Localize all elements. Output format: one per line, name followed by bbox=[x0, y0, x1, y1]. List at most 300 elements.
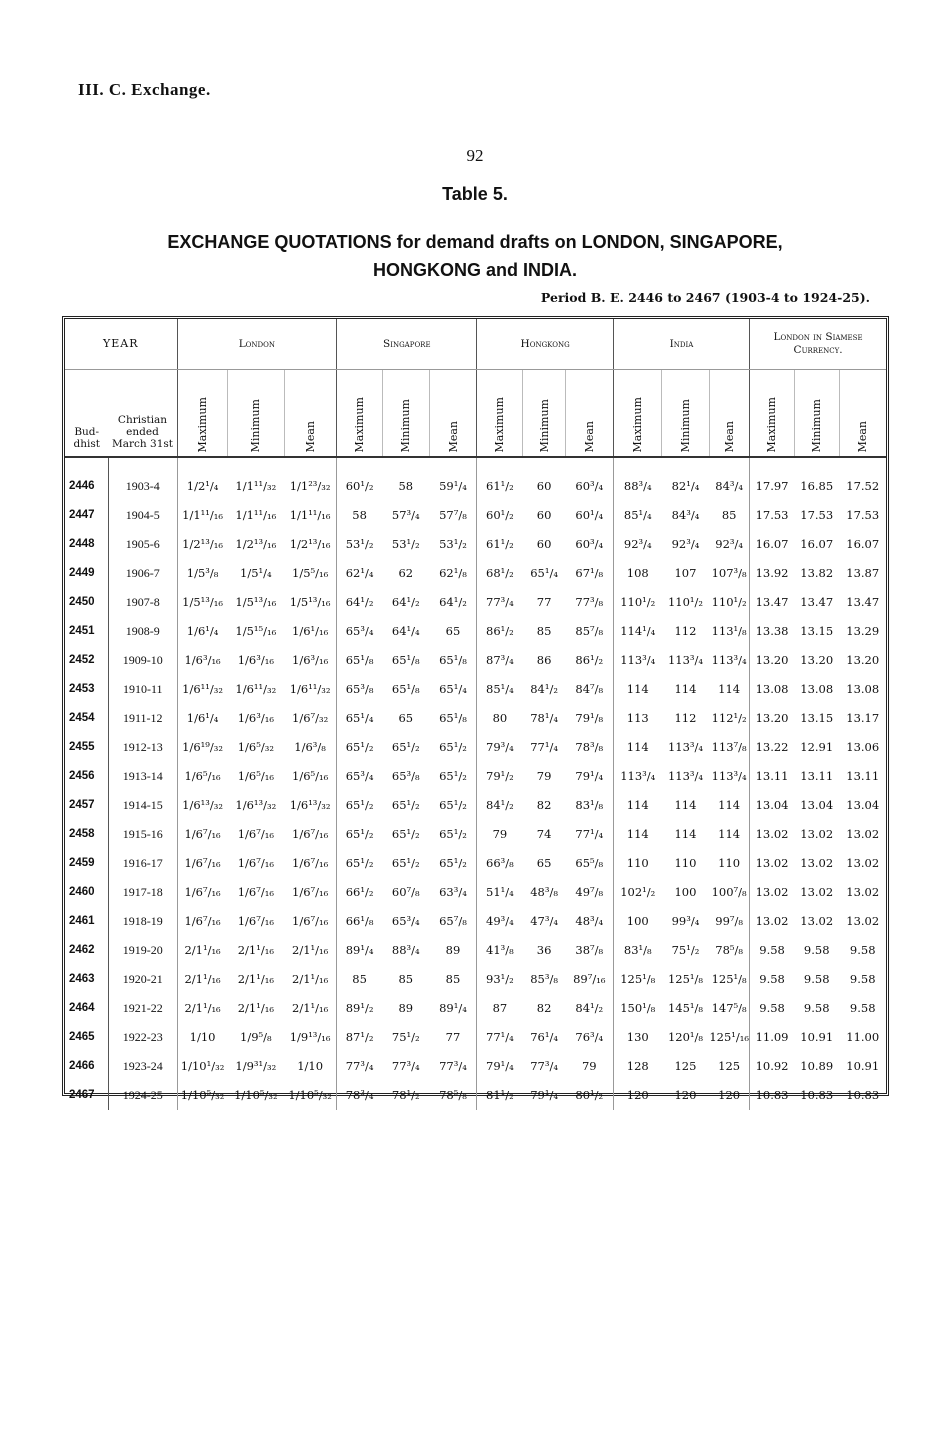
value-cell: 66¹/₈ bbox=[337, 907, 382, 936]
value-cell: 65¹/₂ bbox=[337, 791, 382, 820]
value-cell: 13.20 bbox=[750, 646, 794, 675]
hongkong-max-header: Maximum bbox=[493, 397, 507, 453]
value-cell: 13.22 bbox=[750, 733, 794, 762]
value-cell: 125¹/₈ bbox=[613, 965, 661, 994]
singapore-max-header: Maximum bbox=[352, 397, 366, 453]
value-cell: 58 bbox=[337, 501, 382, 530]
value-cell: 79 bbox=[581, 1059, 597, 1073]
value-cell: 78¹/₄ bbox=[530, 711, 558, 725]
value-cell: 113¹/₈ bbox=[711, 624, 747, 638]
value-cell: 13.02 bbox=[800, 914, 834, 928]
value-cell: 1/6⁷/₁₆ bbox=[177, 878, 227, 907]
value-cell: 150¹/₈ bbox=[613, 994, 661, 1023]
value-cell: 84³/₄ bbox=[715, 479, 743, 493]
value-cell: 2/1¹/₁₆ bbox=[177, 936, 227, 965]
value-cell: 79³/₄ bbox=[477, 733, 522, 762]
table-row bbox=[65, 646, 886, 675]
value-cell: 17.53 bbox=[800, 508, 834, 522]
value-cell: 16.85 bbox=[800, 479, 834, 493]
value-cell: 85 bbox=[536, 624, 552, 638]
value-cell: 77³/₄ bbox=[391, 1059, 420, 1073]
value-cell: 65¹/₂ bbox=[439, 798, 467, 812]
value-cell: 87³/₄ bbox=[477, 646, 522, 675]
value-cell: 66¹/₂ bbox=[337, 878, 382, 907]
value-cell: 112¹/₂ bbox=[711, 711, 747, 725]
hongkong-group-header: Hongkong bbox=[477, 319, 613, 369]
value-cell: 13.02 bbox=[750, 878, 794, 907]
value-cell: 114 bbox=[674, 798, 697, 812]
value-cell: 64¹/₄ bbox=[391, 624, 420, 638]
value-cell: 13.04 bbox=[750, 791, 794, 820]
value-cell: 1/6⁷/₁₆ bbox=[177, 820, 227, 849]
value-cell: 1/5¹³/₁₆ bbox=[177, 588, 227, 617]
value-cell: 85 bbox=[445, 972, 461, 986]
christian-year-cell: 1905-6 bbox=[125, 536, 160, 551]
value-cell: 110¹/₂ bbox=[667, 595, 703, 609]
value-cell: 79¹/₄ bbox=[530, 1088, 558, 1102]
period-caption: Period B. E. 2446 to 2467 (1903-4 to 1924-25). bbox=[540, 290, 870, 305]
value-cell: 83¹/₈ bbox=[575, 798, 604, 812]
value-cell: 1/6¹¹/₃₂ bbox=[289, 682, 331, 696]
value-cell: 65¹/₂ bbox=[391, 856, 420, 870]
value-cell: 60⁷/₈ bbox=[391, 885, 420, 899]
value-cell: 65¹/₈ bbox=[337, 646, 382, 675]
table-row bbox=[65, 878, 886, 907]
buddhist-year-cell: 2466 bbox=[65, 1052, 108, 1081]
value-cell: 1/6⁷/₁₆ bbox=[292, 827, 329, 841]
value-cell: 1/1¹¹/₃₂ bbox=[235, 479, 277, 493]
value-cell: 78¹/₂ bbox=[391, 1088, 420, 1102]
value-cell: 87 bbox=[477, 994, 522, 1023]
value-cell: 47³/₄ bbox=[530, 914, 558, 928]
value-cell: 88³/₄ bbox=[391, 943, 420, 957]
value-cell: 145¹/₈ bbox=[667, 1001, 703, 1015]
value-cell: 113³/₄ bbox=[613, 762, 661, 791]
table-row bbox=[65, 1023, 886, 1052]
table-row bbox=[65, 704, 886, 733]
value-cell: 65¹/₄ bbox=[439, 682, 467, 696]
value-cell: 113³/₄ bbox=[667, 769, 703, 783]
value-cell: 2/1¹/₁₆ bbox=[237, 972, 274, 986]
value-cell: 2/1¹/₁₆ bbox=[177, 965, 227, 994]
value-cell: 13.20 bbox=[750, 704, 794, 733]
value-cell: 84¹/₂ bbox=[575, 1001, 604, 1015]
value-cell: 65¹/₂ bbox=[337, 820, 382, 849]
value-cell: 108 bbox=[613, 559, 661, 588]
value-cell: 84¹/₂ bbox=[530, 682, 558, 696]
value-cell: 77 bbox=[536, 595, 552, 609]
value-cell: 64¹/₂ bbox=[391, 595, 420, 609]
exchange-table-frame bbox=[62, 316, 889, 1102]
value-cell: 110 bbox=[674, 856, 697, 870]
value-cell: 113³/₄ bbox=[613, 646, 661, 675]
buddhist-year-cell: 2451 bbox=[65, 617, 108, 646]
value-cell: 10.92 bbox=[750, 1052, 794, 1081]
value-cell: 49³/₄ bbox=[477, 907, 522, 936]
value-cell: 9.58 bbox=[849, 1001, 876, 1015]
value-cell: 120¹/₈ bbox=[667, 1030, 703, 1044]
christian-year-cell: 1913-14 bbox=[122, 768, 163, 783]
buddhist-year-cell: 2446 bbox=[65, 457, 108, 501]
siamese-max-header: Maximum bbox=[765, 397, 779, 453]
buddhist-year-cell: 2454 bbox=[65, 704, 108, 733]
value-cell: 64¹/₂ bbox=[439, 595, 467, 609]
value-cell: 82 bbox=[536, 798, 552, 812]
christian-year-cell: 1918-19 bbox=[122, 913, 163, 928]
value-cell: 53¹/₂ bbox=[439, 537, 467, 551]
value-cell: 80¹/₂ bbox=[575, 1088, 604, 1102]
title-line-1: EXCHANGE QUOTATIONS for demand drafts on LONDON, SINGAPORE, bbox=[167, 232, 783, 252]
value-cell: 16.07 bbox=[800, 537, 834, 551]
value-cell: 57³/₄ bbox=[391, 508, 420, 522]
value-cell: 1/2¹³/₁₆ bbox=[235, 537, 277, 551]
table-title bbox=[0, 228, 950, 284]
exchange-quotations-table bbox=[65, 319, 886, 1110]
value-cell: 13.04 bbox=[800, 798, 834, 812]
value-cell: 114 bbox=[613, 675, 661, 704]
value-cell: 57⁷/₈ bbox=[439, 508, 467, 522]
value-cell: 65³/₈ bbox=[337, 675, 382, 704]
value-cell: 76³/₄ bbox=[575, 1030, 604, 1044]
christian-year-cell: 1912-13 bbox=[122, 739, 163, 754]
value-cell: 65⁷/₈ bbox=[439, 914, 467, 928]
table-row bbox=[65, 965, 886, 994]
value-cell: 1/6¹/₄ bbox=[177, 617, 227, 646]
christian-year-cell: 1909-10 bbox=[122, 652, 163, 667]
value-cell: 1/5¹³/₁₆ bbox=[235, 595, 277, 609]
value-cell: 65³/₈ bbox=[391, 769, 420, 783]
value-cell: 107³/₈ bbox=[711, 566, 747, 580]
value-cell: 79 bbox=[477, 820, 522, 849]
christian-year-cell: 1914-15 bbox=[122, 797, 163, 812]
value-cell: 89⁷/₁₆ bbox=[573, 972, 606, 986]
table-row bbox=[65, 791, 886, 820]
value-cell: 76¹/₄ bbox=[530, 1030, 558, 1044]
buddhist-year-cell: 2461 bbox=[65, 907, 108, 936]
value-cell: 1/10 bbox=[177, 1023, 227, 1052]
value-cell: 125 bbox=[674, 1059, 697, 1073]
value-cell: 1/6⁷/₁₆ bbox=[237, 827, 274, 841]
value-cell: 114 bbox=[674, 682, 697, 696]
value-cell: 65¹/₂ bbox=[439, 769, 467, 783]
value-cell: 1/10⁵/₃₂ bbox=[288, 1088, 332, 1102]
value-cell: 82 bbox=[536, 1001, 552, 1015]
value-cell: 77¹/₄ bbox=[575, 827, 604, 841]
value-cell: 82¹/₄ bbox=[671, 479, 700, 493]
hongkong-mean-header: Mean bbox=[583, 421, 597, 453]
value-cell: 77¹/₄ bbox=[477, 1023, 522, 1052]
value-cell: 1/6¹⁹/₃₂ bbox=[177, 733, 227, 762]
value-cell: 65¹/₄ bbox=[530, 566, 558, 580]
value-cell: 13.02 bbox=[846, 885, 880, 899]
christian-year-cell: 1916-17 bbox=[122, 855, 163, 870]
christian-year-cell: 1922-23 bbox=[122, 1029, 163, 1044]
value-cell: 10.91 bbox=[800, 1030, 834, 1044]
value-cell: 65¹/₈ bbox=[439, 653, 467, 667]
christian-year-cell: 1907-8 bbox=[125, 594, 160, 609]
page-number: 92 bbox=[466, 146, 484, 165]
value-cell: 60 bbox=[536, 537, 552, 551]
buddhist-year-cell: 2462 bbox=[65, 936, 108, 965]
value-cell: 99³/₄ bbox=[671, 914, 700, 928]
value-cell: 85³/₈ bbox=[530, 972, 558, 986]
table-row bbox=[65, 1081, 886, 1110]
value-cell: 9.58 bbox=[750, 965, 794, 994]
value-cell: 113⁷/₈ bbox=[711, 740, 747, 754]
value-cell: 9.58 bbox=[750, 936, 794, 965]
buddhist-year-cell: 2464 bbox=[65, 994, 108, 1023]
value-cell: 10.83 bbox=[846, 1088, 880, 1102]
value-cell: 112 bbox=[674, 624, 697, 638]
value-cell: 2/1¹/₁₆ bbox=[292, 1001, 329, 1015]
value-cell: 1/6⁵/₁₆ bbox=[177, 762, 227, 791]
value-cell: 65¹/₂ bbox=[439, 740, 467, 754]
value-cell: 107 bbox=[674, 566, 697, 580]
value-cell: 125¹/₈ bbox=[667, 972, 703, 986]
value-cell: 13.47 bbox=[800, 595, 834, 609]
value-cell: 48³/₄ bbox=[575, 914, 604, 928]
buddhist-year-cell: 2457 bbox=[65, 791, 108, 820]
value-cell: 92³/₄ bbox=[715, 537, 743, 551]
value-cell: 13.15 bbox=[800, 624, 834, 638]
value-cell: 120 bbox=[613, 1081, 661, 1110]
value-cell: 65³/₄ bbox=[391, 914, 420, 928]
value-cell: 114 bbox=[718, 798, 741, 812]
value-cell: 13.02 bbox=[750, 907, 794, 936]
value-cell: 1/6⁷/₁₆ bbox=[292, 914, 329, 928]
table-row bbox=[65, 617, 886, 646]
value-cell: 13.02 bbox=[800, 885, 834, 899]
value-cell: 1/9³¹/₃₂ bbox=[235, 1059, 277, 1073]
christian-year-cell: 1919-20 bbox=[122, 942, 163, 957]
table-row bbox=[65, 994, 886, 1023]
value-cell: 77³/₄ bbox=[337, 1052, 382, 1081]
value-cell: 65¹/₂ bbox=[391, 798, 420, 812]
value-cell: 85⁷/₈ bbox=[575, 624, 604, 638]
value-cell: 1/6¹¹/₃₂ bbox=[235, 682, 277, 696]
value-cell: 74 bbox=[536, 827, 552, 841]
value-cell: 79¹/₂ bbox=[477, 762, 522, 791]
value-cell: 53¹/₂ bbox=[337, 530, 382, 559]
value-cell: 100⁷/₈ bbox=[711, 885, 747, 899]
table-row bbox=[65, 457, 886, 501]
value-cell: 1/6⁷/₁₆ bbox=[177, 907, 227, 936]
value-cell: 86 bbox=[536, 653, 552, 667]
table-row bbox=[65, 849, 886, 878]
value-cell: 60³/₄ bbox=[575, 537, 604, 551]
value-cell: 61¹/₂ bbox=[477, 457, 522, 501]
value-cell: 60 bbox=[536, 508, 552, 522]
value-cell: 77³/₄ bbox=[530, 1059, 558, 1073]
value-cell: 17.52 bbox=[846, 479, 880, 493]
value-cell: 62¹/₈ bbox=[439, 566, 467, 580]
value-cell: 86¹/₂ bbox=[575, 653, 604, 667]
value-cell: 80 bbox=[477, 704, 522, 733]
value-cell: 59¹/₄ bbox=[439, 479, 467, 493]
london-min-header: Minimum bbox=[249, 399, 263, 453]
value-cell: 65¹/₂ bbox=[337, 849, 382, 878]
value-cell: 1/9¹³/₁₆ bbox=[289, 1030, 331, 1044]
value-cell: 9.58 bbox=[803, 943, 830, 957]
value-cell: 79 bbox=[536, 769, 552, 783]
india-mean-header: Mean bbox=[722, 421, 736, 453]
table-body bbox=[65, 457, 886, 1110]
value-cell: 65¹/₂ bbox=[391, 740, 420, 754]
value-cell: 1/5¹³/₁₆ bbox=[289, 595, 331, 609]
value-cell: 9.58 bbox=[849, 943, 876, 957]
value-cell: 63³/₄ bbox=[439, 885, 467, 899]
value-cell: 77³/₈ bbox=[575, 595, 604, 609]
value-cell: 1/6³/₁₆ bbox=[292, 653, 329, 667]
buddhist-year-cell: 2452 bbox=[65, 646, 108, 675]
christian-year-cell: 1906-7 bbox=[125, 565, 160, 580]
value-cell: 13.29 bbox=[846, 624, 880, 638]
value-cell: 110 bbox=[613, 849, 661, 878]
buddhist-year-cell: 2449 bbox=[65, 559, 108, 588]
value-cell: 113 bbox=[613, 704, 661, 733]
christian-year-cell: 1908-9 bbox=[125, 623, 160, 638]
value-cell: 125¹/₁₆ bbox=[709, 1030, 749, 1044]
value-cell: 13.92 bbox=[750, 559, 794, 588]
value-cell: 66³/₈ bbox=[477, 849, 522, 878]
value-cell: 9.58 bbox=[849, 972, 876, 986]
value-cell: 1/1²³/₃₂ bbox=[289, 479, 331, 493]
value-cell: 110 bbox=[718, 856, 741, 870]
value-cell: 1/6⁵/₁₆ bbox=[237, 769, 274, 783]
value-cell: 77¹/₄ bbox=[530, 740, 558, 754]
value-cell: 65¹/₂ bbox=[337, 733, 382, 762]
value-cell: 85¹/₄ bbox=[477, 675, 522, 704]
buddhist-year-cell: 2448 bbox=[65, 530, 108, 559]
table-row bbox=[65, 1052, 886, 1081]
buddhist-year-cell: 2458 bbox=[65, 820, 108, 849]
table-row bbox=[65, 762, 886, 791]
value-cell: 65¹/₂ bbox=[439, 827, 467, 841]
value-cell: 79¹/₈ bbox=[575, 711, 604, 725]
value-cell: 1/5³/₈ bbox=[177, 559, 227, 588]
value-cell: 13.11 bbox=[800, 769, 834, 783]
value-cell: 1/6⁷/₁₆ bbox=[237, 914, 274, 928]
value-cell: 1/2¹/₄ bbox=[177, 457, 227, 501]
christian-year-cell: 1920-21 bbox=[122, 971, 163, 986]
value-cell: 114 bbox=[613, 733, 661, 762]
value-cell: 65¹/₄ bbox=[337, 704, 382, 733]
value-cell: 41³/₈ bbox=[477, 936, 522, 965]
value-cell: 60 bbox=[536, 479, 552, 493]
value-cell: 1/6⁷/₁₆ bbox=[237, 885, 274, 899]
value-cell: 13.08 bbox=[750, 675, 794, 704]
table-row bbox=[65, 559, 886, 588]
value-cell: 113³/₄ bbox=[667, 653, 703, 667]
buddhist-year-cell: 2467 bbox=[65, 1081, 108, 1110]
value-cell: 114¹/₄ bbox=[613, 617, 661, 646]
value-cell: 13.11 bbox=[750, 762, 794, 791]
value-cell: 1/9⁵/₈ bbox=[240, 1030, 272, 1044]
value-cell: 65 bbox=[398, 711, 414, 725]
value-cell: 13.11 bbox=[846, 769, 880, 783]
value-cell: 60¹/₂ bbox=[477, 501, 522, 530]
value-cell: 13.20 bbox=[846, 653, 880, 667]
buddhist-year-cell: 2447 bbox=[65, 501, 108, 530]
value-cell: 1/6³/₁₆ bbox=[177, 646, 227, 675]
london-mean-header: Mean bbox=[303, 421, 317, 453]
table-label: Table 5. bbox=[442, 184, 508, 204]
value-cell: 79¹/₄ bbox=[575, 769, 604, 783]
value-cell: 75¹/₂ bbox=[671, 943, 700, 957]
value-cell: 13.47 bbox=[846, 595, 880, 609]
value-cell: 78⁵/₈ bbox=[715, 943, 743, 957]
value-cell: 114 bbox=[674, 827, 697, 841]
table-row bbox=[65, 907, 886, 936]
christian-header: Christian ended March 31st bbox=[108, 369, 177, 457]
value-cell: 88³/₄ bbox=[613, 457, 661, 501]
value-cell: 147⁵/₈ bbox=[711, 1001, 747, 1015]
value-cell: 100 bbox=[613, 907, 661, 936]
india-group-header: India bbox=[613, 319, 749, 369]
value-cell: 77³/₄ bbox=[439, 1059, 467, 1073]
value-cell: 13.02 bbox=[750, 820, 794, 849]
value-cell: 13.02 bbox=[800, 827, 834, 841]
christian-year-cell: 1904-5 bbox=[125, 507, 160, 522]
value-cell: 11.00 bbox=[846, 1030, 880, 1044]
value-cell: 1/10¹/₃₂ bbox=[177, 1052, 227, 1081]
value-cell: 65¹/₂ bbox=[439, 856, 467, 870]
siamese-min-header: Minimum bbox=[810, 399, 824, 453]
value-cell: 77³/₄ bbox=[477, 588, 522, 617]
buddhist-year-cell: 2453 bbox=[65, 675, 108, 704]
value-cell: 2/1¹/₁₆ bbox=[237, 943, 274, 957]
value-cell: 1/5¹/₄ bbox=[240, 566, 272, 580]
buddhist-year-cell: 2459 bbox=[65, 849, 108, 878]
table-row bbox=[65, 530, 886, 559]
value-cell: 114 bbox=[718, 827, 741, 841]
christian-year-cell: 1903-4 bbox=[125, 478, 160, 493]
value-cell: 13.04 bbox=[846, 798, 880, 812]
siamese-mean-header: Mean bbox=[856, 421, 870, 453]
value-cell: 13.82 bbox=[800, 566, 834, 580]
table-row bbox=[65, 733, 886, 762]
value-cell: 113³/₄ bbox=[711, 653, 747, 667]
value-cell: 89¹/₄ bbox=[439, 1001, 467, 1015]
table-row bbox=[65, 936, 886, 965]
value-cell: 11.09 bbox=[750, 1023, 794, 1052]
singapore-group-header: Singapore bbox=[337, 319, 477, 369]
value-cell: 99⁷/₈ bbox=[715, 914, 743, 928]
value-cell: 114 bbox=[718, 682, 741, 696]
value-cell: 13.20 bbox=[800, 653, 834, 667]
buddhist-year-cell: 2450 bbox=[65, 588, 108, 617]
value-cell: 65 bbox=[445, 624, 461, 638]
christian-year-cell: 1921-22 bbox=[122, 1000, 163, 1015]
value-cell: 60¹/₂ bbox=[337, 457, 382, 501]
value-cell: 65³/₄ bbox=[337, 762, 382, 791]
value-cell: 130 bbox=[613, 1023, 661, 1052]
section-heading: III. C. Exchange. bbox=[78, 80, 211, 99]
london-max-header: Maximum bbox=[195, 397, 209, 453]
value-cell: 16.07 bbox=[846, 537, 880, 551]
value-cell: 1/6¹/₄ bbox=[177, 704, 227, 733]
value-cell: 1/10 bbox=[297, 1059, 324, 1073]
value-cell: 13.15 bbox=[800, 711, 834, 725]
value-cell: 1/6¹/₁₆ bbox=[292, 624, 329, 638]
value-cell: 1/6⁷/₁₆ bbox=[237, 856, 274, 870]
value-cell: 2/1¹/₁₆ bbox=[292, 972, 329, 986]
value-cell: 68¹/₂ bbox=[477, 559, 522, 588]
value-cell: 13.17 bbox=[846, 711, 880, 725]
value-cell: 84¹/₂ bbox=[477, 791, 522, 820]
value-cell: 92³/₄ bbox=[613, 530, 661, 559]
value-cell: 65¹/₈ bbox=[439, 711, 467, 725]
